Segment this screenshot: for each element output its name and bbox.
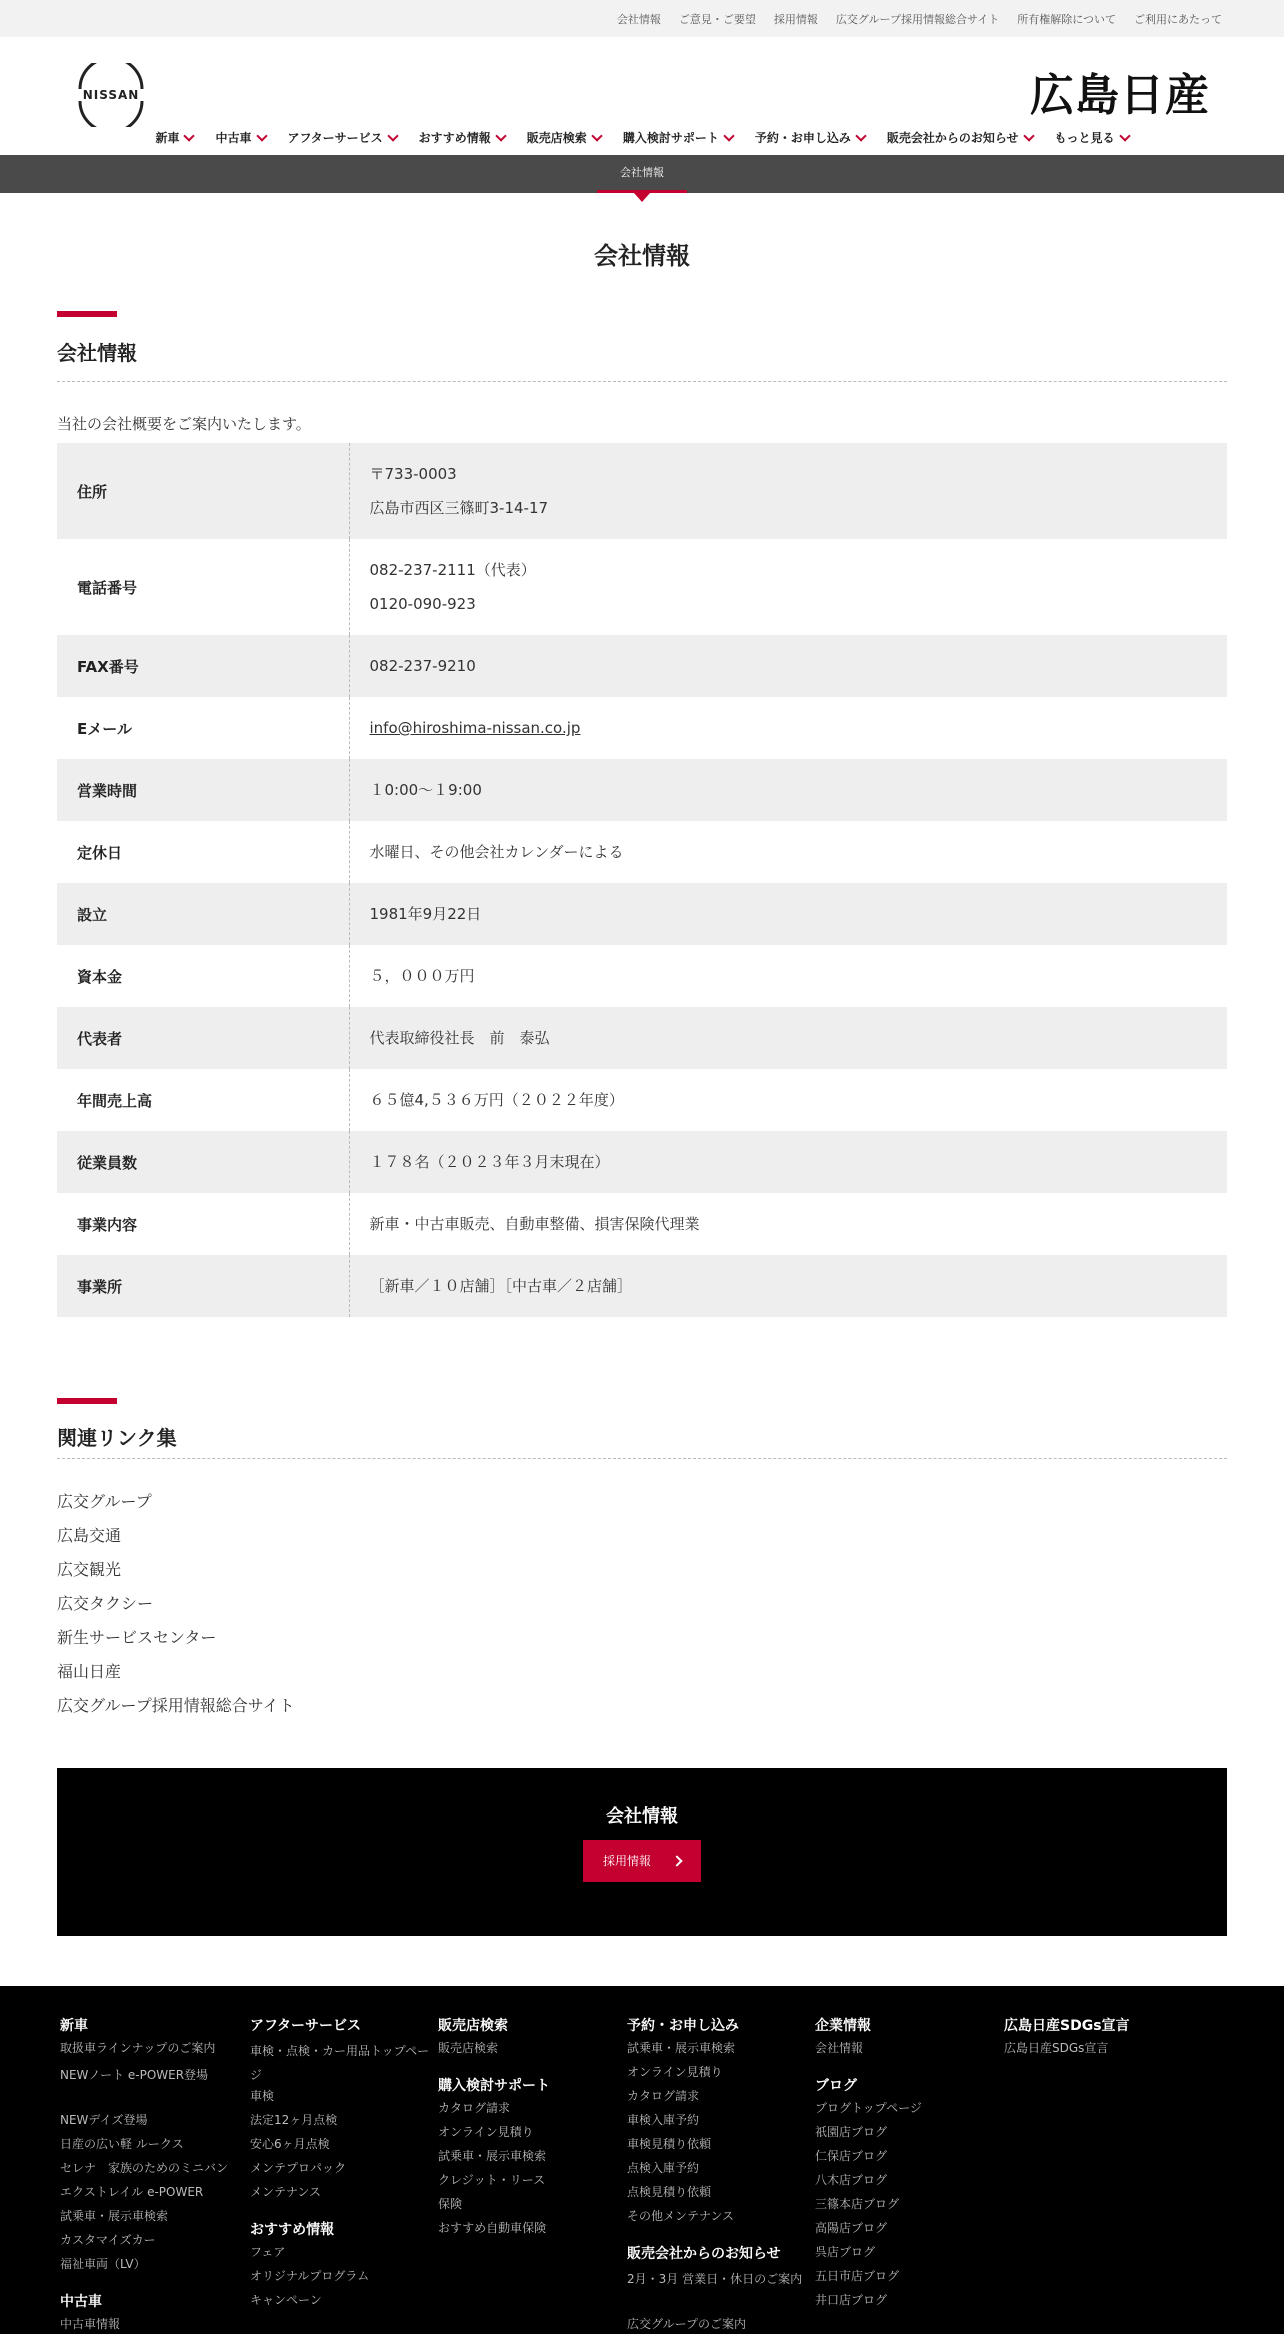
info-label: 電話番号 — [57, 539, 349, 635]
email-link[interactable]: info@hiroshima-nissan.co.jp — [369, 719, 581, 737]
info-label: 住所 — [57, 443, 349, 539]
footer-heading[interactable]: 販売店検索 — [438, 2018, 508, 2034]
chevron-down-icon — [387, 130, 398, 141]
nav-item[interactable] — [155, 129, 193, 146]
info-row — [57, 539, 1227, 635]
info-value — [349, 697, 1227, 759]
footer-link[interactable]: キャンペーン — [250, 2293, 322, 2307]
nav-item[interactable] — [755, 129, 865, 146]
nav-item-label: おすすめ情報 — [418, 131, 491, 145]
footer-link[interactable]: 試乗車・展示車検索 — [60, 2209, 169, 2223]
footer-link[interactable]: 車検見積り依頼 — [627, 2137, 712, 2151]
info-label: 事業所 — [57, 1255, 349, 1317]
chevron-right-icon — [671, 1855, 682, 1866]
nav-item-label: 予約・お申し込み — [754, 131, 851, 145]
info-value — [349, 1069, 1227, 1131]
section-accent-bar — [57, 311, 117, 317]
footer-link[interactable]: オンライン見積り — [627, 2065, 723, 2079]
breadcrumb[interactable]: 会社情報 — [597, 155, 687, 193]
footer-heading[interactable]: 新車 — [60, 2018, 88, 2034]
company-section-header — [57, 311, 1227, 382]
footer-link[interactable]: メンテプロパック — [250, 2161, 347, 2175]
footer-link[interactable]: 保険 — [438, 2197, 463, 2211]
chevron-down-icon — [855, 130, 866, 141]
footer-link[interactable]: ブログトップページ — [815, 2101, 922, 2115]
nissan-logo-icon[interactable] — [74, 63, 148, 127]
footer-link[interactable]: 仁保店ブログ — [815, 2149, 888, 2163]
footer-link[interactable]: 五日市店ブログ — [815, 2269, 900, 2283]
info-value-line: 水曜日、その他会社カレンダーによる — [369, 843, 624, 861]
footer-link[interactable]: 井口店ブログ — [815, 2293, 888, 2307]
footer-link[interactable]: 試乗車・展示車検索 — [627, 2041, 736, 2055]
info-row — [57, 1007, 1227, 1069]
footer-link-list — [250, 2243, 430, 2315]
info-value-line: １７８名（２０２３年３月末現在） — [369, 1153, 610, 1171]
utility-link[interactable]: 採用情報 — [773, 13, 818, 26]
info-value-line: 082-237-9210 — [369, 657, 476, 675]
footer-link-list — [60, 2315, 240, 2334]
info-value — [349, 1131, 1227, 1193]
footer-link[interactable]: カタログ請求 — [627, 2089, 700, 2103]
related-link[interactable]: 広島交通 — [57, 1526, 122, 1545]
info-value — [349, 945, 1227, 1007]
nav-item[interactable] — [288, 129, 397, 146]
info-label: 従業員数 — [57, 1131, 349, 1193]
info-label: 年間売上高 — [57, 1069, 349, 1131]
site-header — [0, 37, 1284, 155]
footer-heading[interactable]: 購入検討サポート — [438, 2078, 550, 2094]
company-intro: 当社の会社概要をご案内いたします。 — [57, 415, 311, 433]
nav-item[interactable] — [1055, 129, 1129, 146]
footer-link[interactable]: 高陽店ブログ — [815, 2221, 888, 2235]
breadcrumb-pointer — [634, 193, 650, 202]
footer-link[interactable]: 取扱車ラインナップのご案内 — [60, 2041, 216, 2055]
footer-link[interactable]: 福祉車両（LV） — [60, 2257, 146, 2271]
nav-item-label: アフターサービス — [287, 131, 383, 145]
info-value-line: 新車・中古車販売、自動車整備、損害保険代理業 — [369, 1215, 700, 1233]
site-footer — [0, 1986, 1284, 2334]
info-value-line: ６５億4,５３６万円（２０２２年度） — [369, 1091, 624, 1109]
info-row — [57, 759, 1227, 821]
footer-link[interactable]: 広交グループのご案内 — [627, 2317, 747, 2331]
footer-link[interactable]: クレジット・リース — [438, 2173, 546, 2187]
chevron-down-icon — [591, 130, 602, 141]
footer-link[interactable]: 試乗車・展示車検索 — [438, 2149, 547, 2163]
footer-link[interactable]: その他メンテナンス — [627, 2209, 735, 2223]
page-title: 会社情報 — [594, 242, 690, 270]
footer-link-list — [815, 2039, 995, 2063]
footer-column — [627, 2015, 807, 2334]
nav-item-label: 中古車 — [215, 131, 252, 145]
footer-heading[interactable]: 中古車 — [60, 2294, 102, 2310]
info-row — [57, 1193, 1227, 1255]
utility-link[interactable]: ご利用にあたって — [1134, 13, 1222, 26]
nav-item-label: 購入検討サポート — [622, 131, 719, 145]
info-value — [349, 1007, 1227, 1069]
chevron-down-icon — [256, 130, 267, 141]
footer-link-list — [438, 2039, 618, 2063]
utility-link[interactable]: 会社情報 — [616, 13, 661, 26]
footer-heading[interactable]: アフターサービス — [250, 2018, 362, 2034]
footer-link[interactable]: 八木店ブログ — [815, 2173, 888, 2187]
related-link[interactable]: 広交タクシー — [57, 1594, 154, 1613]
info-row — [57, 1069, 1227, 1131]
info-label: 定休日 — [57, 821, 349, 883]
footer-column — [250, 2015, 430, 2327]
footer-heading[interactable]: 販売会社からのお知らせ — [627, 2246, 781, 2262]
footer-link-list — [1004, 2039, 1184, 2063]
related-link[interactable]: 新生サービスセンター — [57, 1628, 217, 1647]
nav-item-label: 販売店検索 — [526, 131, 587, 145]
footer-link[interactable]: 法定12ヶ月点検 — [250, 2113, 338, 2127]
info-label: Eメール — [57, 697, 349, 759]
footer-link[interactable]: フェア — [250, 2245, 286, 2259]
footer-heading[interactable]: 広島日産SDGs宣言 — [1004, 2018, 1130, 2034]
breadcrumb-bar — [0, 155, 1284, 193]
footer-link[interactable]: カタログ請求 — [438, 2101, 511, 2115]
footer-column — [60, 2015, 240, 2334]
footer-heading[interactable]: ブログ — [815, 2078, 857, 2094]
footer-link[interactable]: 祇園店ブログ — [815, 2125, 888, 2139]
footer-link[interactable]: 安心6ヶ月点検 — [250, 2137, 330, 2151]
nav-item[interactable] — [623, 129, 733, 146]
chevron-down-icon — [1119, 130, 1130, 141]
footer-link[interactable]: セレナ 家族のためのミニバン — [60, 2161, 229, 2175]
footer-link-list — [438, 2099, 618, 2243]
info-value — [349, 759, 1227, 821]
related-section-title: 関連リンク集 — [57, 1426, 177, 1450]
footer-link[interactable]: 車検・点検・カー用品トップページ — [250, 2044, 430, 2082]
nav-item[interactable] — [527, 129, 601, 146]
footer-link[interactable]: オンライン見積り — [438, 2125, 534, 2139]
footer-link[interactable]: 車検入庫予約 — [627, 2113, 700, 2127]
footer-column — [1004, 2015, 1184, 2075]
footer-heading[interactable]: 企業情報 — [815, 2018, 871, 2034]
related-link[interactable]: 広交観光 — [57, 1560, 122, 1579]
info-value — [349, 539, 1227, 635]
info-row — [57, 821, 1227, 883]
chevron-down-icon — [723, 130, 734, 141]
info-label: 代表者 — [57, 1007, 349, 1069]
company-info-table — [57, 443, 1227, 1317]
footer-link-list — [60, 2039, 240, 2279]
info-value-line: 0120-090-923 — [369, 595, 476, 613]
footer-link[interactable]: カスタマイズカー — [60, 2233, 156, 2247]
footer-link[interactable]: 中古車情報 — [60, 2317, 121, 2331]
info-value-line: ５，０００万円 — [369, 967, 475, 985]
global-nav — [0, 129, 1284, 146]
related-link[interactable]: 福山日産 — [57, 1662, 122, 1681]
footer-link[interactable]: オリジナルプログラム — [250, 2269, 370, 2283]
footer-link[interactable]: 点検見積り依頼 — [627, 2185, 712, 2199]
info-value — [349, 821, 1227, 883]
info-row — [57, 635, 1227, 697]
info-value-line: 広島市西区三篠町3-14-17 — [369, 499, 549, 517]
related-links — [57, 1489, 295, 1727]
section-accent-bar — [57, 1398, 117, 1404]
info-value-line: 1981年9月22日 — [369, 905, 482, 923]
utility-bar — [0, 0, 1284, 37]
footer-link[interactable]: 広島日産SDGs宣言 — [1004, 2041, 1109, 2055]
cta-panel — [57, 1768, 1227, 1936]
footer-link[interactable]: おすすめ自動車保険 — [438, 2221, 547, 2235]
info-value-line: ［新車／１０店舗］［中古車／２店舗］ — [369, 1277, 633, 1295]
info-label: FAX番号 — [57, 635, 349, 697]
info-value-line: １0:00～１9:00 — [369, 781, 482, 799]
nav-item[interactable] — [419, 129, 505, 146]
info-value — [349, 1255, 1227, 1317]
info-value-line: 082-237-2111（代表） — [369, 561, 536, 579]
related-section-header — [57, 1398, 1227, 1459]
footer-column — [438, 2015, 618, 2255]
footer-column — [815, 2015, 995, 2327]
chevron-down-icon — [495, 130, 506, 141]
info-row — [57, 1255, 1227, 1317]
info-label: 事業内容 — [57, 1193, 349, 1255]
info-value-line: 代表取締役社長 前 泰弘 — [369, 1029, 550, 1047]
utility-links — [617, 11, 1222, 27]
footer-link[interactable]: 会社情報 — [815, 2041, 864, 2055]
footer-link[interactable]: 販売店検索 — [438, 2041, 499, 2055]
cta-title: 会社情報 — [606, 1806, 678, 1827]
utility-link[interactable]: 広交グループ採用情報総合サイト — [835, 13, 1000, 26]
nav-item-label: 販売会社からのお知らせ — [886, 131, 1019, 145]
footer-link[interactable]: 点検入庫予約 — [627, 2161, 700, 2175]
utility-link[interactable]: 所有権解除について — [1017, 13, 1116, 26]
related-link[interactable]: 広交グループ採用情報総合サイト — [57, 1696, 295, 1715]
footer-link[interactable]: 呉店ブログ — [815, 2245, 876, 2259]
footer-link[interactable]: 2月・3月 営業日・休日のご案内 — [627, 2272, 803, 2286]
footer-link[interactable]: 車検 — [250, 2089, 275, 2103]
footer-link[interactable]: NEWノート e-POWER登場 — [60, 2068, 209, 2082]
info-value — [349, 635, 1227, 697]
recruit-button-label: 採用情報 — [603, 1854, 652, 1868]
info-value — [349, 883, 1227, 945]
info-value-line: 〒733-0003 — [369, 465, 457, 483]
footer-link[interactable]: 日産の広い軽 ルークス — [60, 2137, 184, 2151]
footer-link[interactable]: 三篠本店ブログ — [815, 2197, 900, 2211]
chevron-down-icon — [1023, 130, 1034, 141]
related-link[interactable]: 広交グループ — [57, 1492, 152, 1511]
nav-item[interactable] — [215, 129, 265, 146]
footer-link-list — [627, 2039, 807, 2231]
brand-name[interactable]: 広島日産 — [1030, 70, 1210, 121]
info-row — [57, 697, 1227, 759]
info-label: 営業時間 — [57, 759, 349, 821]
info-row — [57, 1131, 1227, 1193]
recruit-button[interactable] — [583, 1840, 701, 1882]
logo-text: NISSAN — [82, 88, 140, 102]
info-row — [57, 945, 1227, 1007]
company-section-title: 会社情報 — [57, 341, 137, 365]
footer-heading[interactable]: おすすめ情報 — [250, 2222, 335, 2238]
nav-item-label: もっと見る — [1054, 131, 1115, 145]
info-label: 設立 — [57, 883, 349, 945]
footer-link-list — [815, 2099, 995, 2315]
footer-link[interactable]: メンテナンス — [250, 2185, 322, 2199]
footer-link[interactable]: エクストレイル e-POWER — [60, 2185, 204, 2199]
footer-link-list — [627, 2267, 807, 2334]
footer-link[interactable]: NEWデイズ登場 — [60, 2113, 148, 2127]
info-value — [349, 443, 1227, 539]
nav-item-label: 新車 — [155, 131, 180, 145]
utility-link[interactable]: ご意見・ご要望 — [678, 13, 756, 26]
info-row — [57, 883, 1227, 945]
info-row — [57, 443, 1227, 539]
chevron-down-icon — [184, 130, 195, 141]
footer-link-list — [250, 2039, 430, 2207]
info-value — [349, 1193, 1227, 1255]
nav-item[interactable] — [887, 129, 1033, 146]
info-label: 資本金 — [57, 945, 349, 1007]
footer-heading[interactable]: 予約・お申し込み — [627, 2018, 739, 2034]
